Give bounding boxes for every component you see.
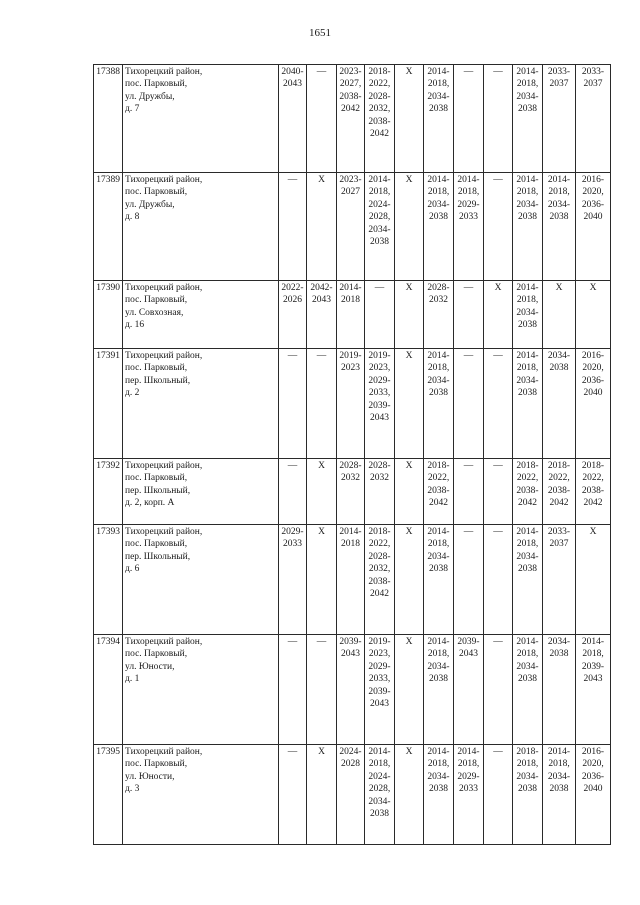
- row-number: 17394: [94, 635, 123, 745]
- row-number: 17388: [94, 65, 123, 173]
- period-cell: 2014- 2018, 2034- 2038: [513, 65, 543, 173]
- period-cell: —: [279, 173, 307, 281]
- period-cell: X: [307, 173, 337, 281]
- table-row: [94, 173, 611, 281]
- period-cell: —: [484, 635, 513, 745]
- period-cell: X: [395, 173, 424, 281]
- row-number: 17392: [94, 459, 123, 525]
- period-cell: 2014- 2018, 2039- 2043: [576, 635, 611, 745]
- period-cell: 2033- 2037: [543, 65, 576, 173]
- period-cell: X: [484, 281, 513, 349]
- period-cell: —: [454, 281, 484, 349]
- period-cell: 2014- 2018, 2034- 2038: [424, 745, 454, 845]
- period-cell: X: [576, 281, 611, 349]
- period-cell: —: [484, 525, 513, 635]
- period-cell: 2042- 2043: [307, 281, 337, 349]
- period-cell: —: [484, 65, 513, 173]
- period-cell: —: [307, 349, 337, 459]
- period-cell: 2014- 2018: [337, 281, 365, 349]
- period-cell: 2014- 2018, 2029- 2033: [454, 173, 484, 281]
- period-cell: —: [454, 349, 484, 459]
- period-cell: X: [307, 745, 337, 845]
- period-cell: 2033- 2037: [576, 65, 611, 173]
- page-number: 1651: [309, 27, 331, 39]
- period-cell: 2014- 2018, 2034- 2038: [543, 745, 576, 845]
- period-cell: 2016- 2020, 2036- 2040: [576, 173, 611, 281]
- period-cell: 2019- 2023, 2029- 2033, 2039- 2043: [365, 349, 395, 459]
- period-cell: 2014- 2018, 2034- 2038: [424, 65, 454, 173]
- period-cell: 2023- 2027: [337, 173, 365, 281]
- period-cell: 2016- 2020, 2036- 2040: [576, 745, 611, 845]
- period-cell: 2014- 2018, 2034- 2038: [424, 349, 454, 459]
- period-cell: —: [279, 459, 307, 525]
- table-row: [94, 745, 611, 845]
- period-cell: —: [484, 349, 513, 459]
- table-row: [94, 525, 611, 635]
- period-cell: 2039- 2043: [337, 635, 365, 745]
- address-cell: Тихорецкий район, пос. Парковый, пер. Школьный, д. 2: [123, 349, 279, 459]
- period-cell: X: [395, 281, 424, 349]
- period-cell: 2016- 2020, 2036- 2040: [576, 349, 611, 459]
- period-cell: 2018- 2022, 2028- 2032, 2038- 2042: [365, 65, 395, 173]
- period-cell: 2014- 2018, 2034- 2038: [513, 173, 543, 281]
- period-cell: 2033- 2037: [543, 525, 576, 635]
- period-cell: 2023- 2027, 2038- 2042: [337, 65, 365, 173]
- period-cell: X: [395, 525, 424, 635]
- address-cell: Тихорецкий район, пос. Парковый, ул. Юности, д. 1: [123, 635, 279, 745]
- period-cell: X: [395, 65, 424, 173]
- address-cell: Тихорецкий район, пос. Парковый, пер. Школьный, д. 6: [123, 525, 279, 635]
- row-number: 17389: [94, 173, 123, 281]
- table-row: [94, 281, 611, 349]
- period-cell: X: [307, 459, 337, 525]
- period-cell: 2014- 2018, 2024- 2028, 2034- 2038: [365, 745, 395, 845]
- period-cell: X: [395, 635, 424, 745]
- period-cell: 2014- 2018: [337, 525, 365, 635]
- period-cell: 2018- 2018, 2034- 2038: [513, 745, 543, 845]
- period-cell: 2034- 2038: [543, 635, 576, 745]
- table-row: [94, 635, 611, 745]
- period-cell: X: [543, 281, 576, 349]
- period-cell: 2029- 2033: [279, 525, 307, 635]
- period-cell: —: [484, 745, 513, 845]
- period-cell: 2014- 2018, 2034- 2038: [513, 281, 543, 349]
- address-cell: Тихорецкий район, пос. Парковый, ул. Дружбы, д. 7: [123, 65, 279, 173]
- period-cell: 2024- 2028: [337, 745, 365, 845]
- period-cell: 2028- 2032: [424, 281, 454, 349]
- period-cell: —: [454, 459, 484, 525]
- period-cell: X: [576, 525, 611, 635]
- period-cell: X: [395, 349, 424, 459]
- period-cell: X: [307, 525, 337, 635]
- period-cell: 2014- 2018, 2034- 2038: [543, 173, 576, 281]
- period-cell: —: [307, 635, 337, 745]
- period-cell: 2014- 2018, 2029- 2033: [454, 745, 484, 845]
- period-cell: —: [279, 745, 307, 845]
- period-cell: 2014- 2018, 2034- 2038: [513, 635, 543, 745]
- row-number: 17393: [94, 525, 123, 635]
- period-cell: 2028- 2032: [365, 459, 395, 525]
- period-cell: X: [395, 459, 424, 525]
- period-cell: 2034- 2038: [543, 349, 576, 459]
- row-number: 17390: [94, 281, 123, 349]
- period-cell: —: [307, 65, 337, 173]
- period-cell: 2014- 2018, 2034- 2038: [513, 525, 543, 635]
- table-row: [94, 349, 611, 459]
- period-cell: —: [454, 65, 484, 173]
- period-cell: 2019- 2023, 2029- 2033, 2039- 2043: [365, 635, 395, 745]
- row-number: 17395: [94, 745, 123, 845]
- address-cell: Тихорецкий район, пос. Парковый, ул. Юности, д. 3: [123, 745, 279, 845]
- period-cell: —: [484, 459, 513, 525]
- table-row: [94, 65, 611, 173]
- period-cell: 2014- 2018, 2034- 2038: [513, 349, 543, 459]
- repair-schedule-table: [93, 64, 611, 845]
- period-cell: 2040- 2043: [279, 65, 307, 173]
- period-cell: X: [395, 745, 424, 845]
- period-cell: —: [365, 281, 395, 349]
- period-cell: 2018- 2022, 2038- 2042: [424, 459, 454, 525]
- address-cell: Тихорецкий район, пос. Парковый, ул. Дружбы, д. 8: [123, 173, 279, 281]
- period-cell: 2014- 2018, 2034- 2038: [424, 635, 454, 745]
- period-cell: 2022- 2026: [279, 281, 307, 349]
- period-cell: 2018- 2022, 2038- 2042: [513, 459, 543, 525]
- period-cell: —: [454, 525, 484, 635]
- address-cell: Тихорецкий район, пос. Парковый, пер. Школьный, д. 2, корп. А: [123, 459, 279, 525]
- period-cell: —: [279, 635, 307, 745]
- period-cell: —: [484, 173, 513, 281]
- period-cell: —: [279, 349, 307, 459]
- period-cell: 2014- 2018, 2024- 2028, 2034- 2038: [365, 173, 395, 281]
- period-cell: 2018- 2022, 2038- 2042: [576, 459, 611, 525]
- row-number: 17391: [94, 349, 123, 459]
- period-cell: 2019- 2023: [337, 349, 365, 459]
- period-cell: 2039- 2043: [454, 635, 484, 745]
- period-cell: 2018- 2022, 2028- 2032, 2038- 2042: [365, 525, 395, 635]
- period-cell: 2018- 2022, 2038- 2042: [543, 459, 576, 525]
- period-cell: 2014- 2018, 2034- 2038: [424, 525, 454, 635]
- address-cell: Тихорецкий район, пос. Парковый, ул. Совхозная, д. 16: [123, 281, 279, 349]
- table-row: [94, 459, 611, 525]
- period-cell: 2014- 2018, 2034- 2038: [424, 173, 454, 281]
- period-cell: 2028- 2032: [337, 459, 365, 525]
